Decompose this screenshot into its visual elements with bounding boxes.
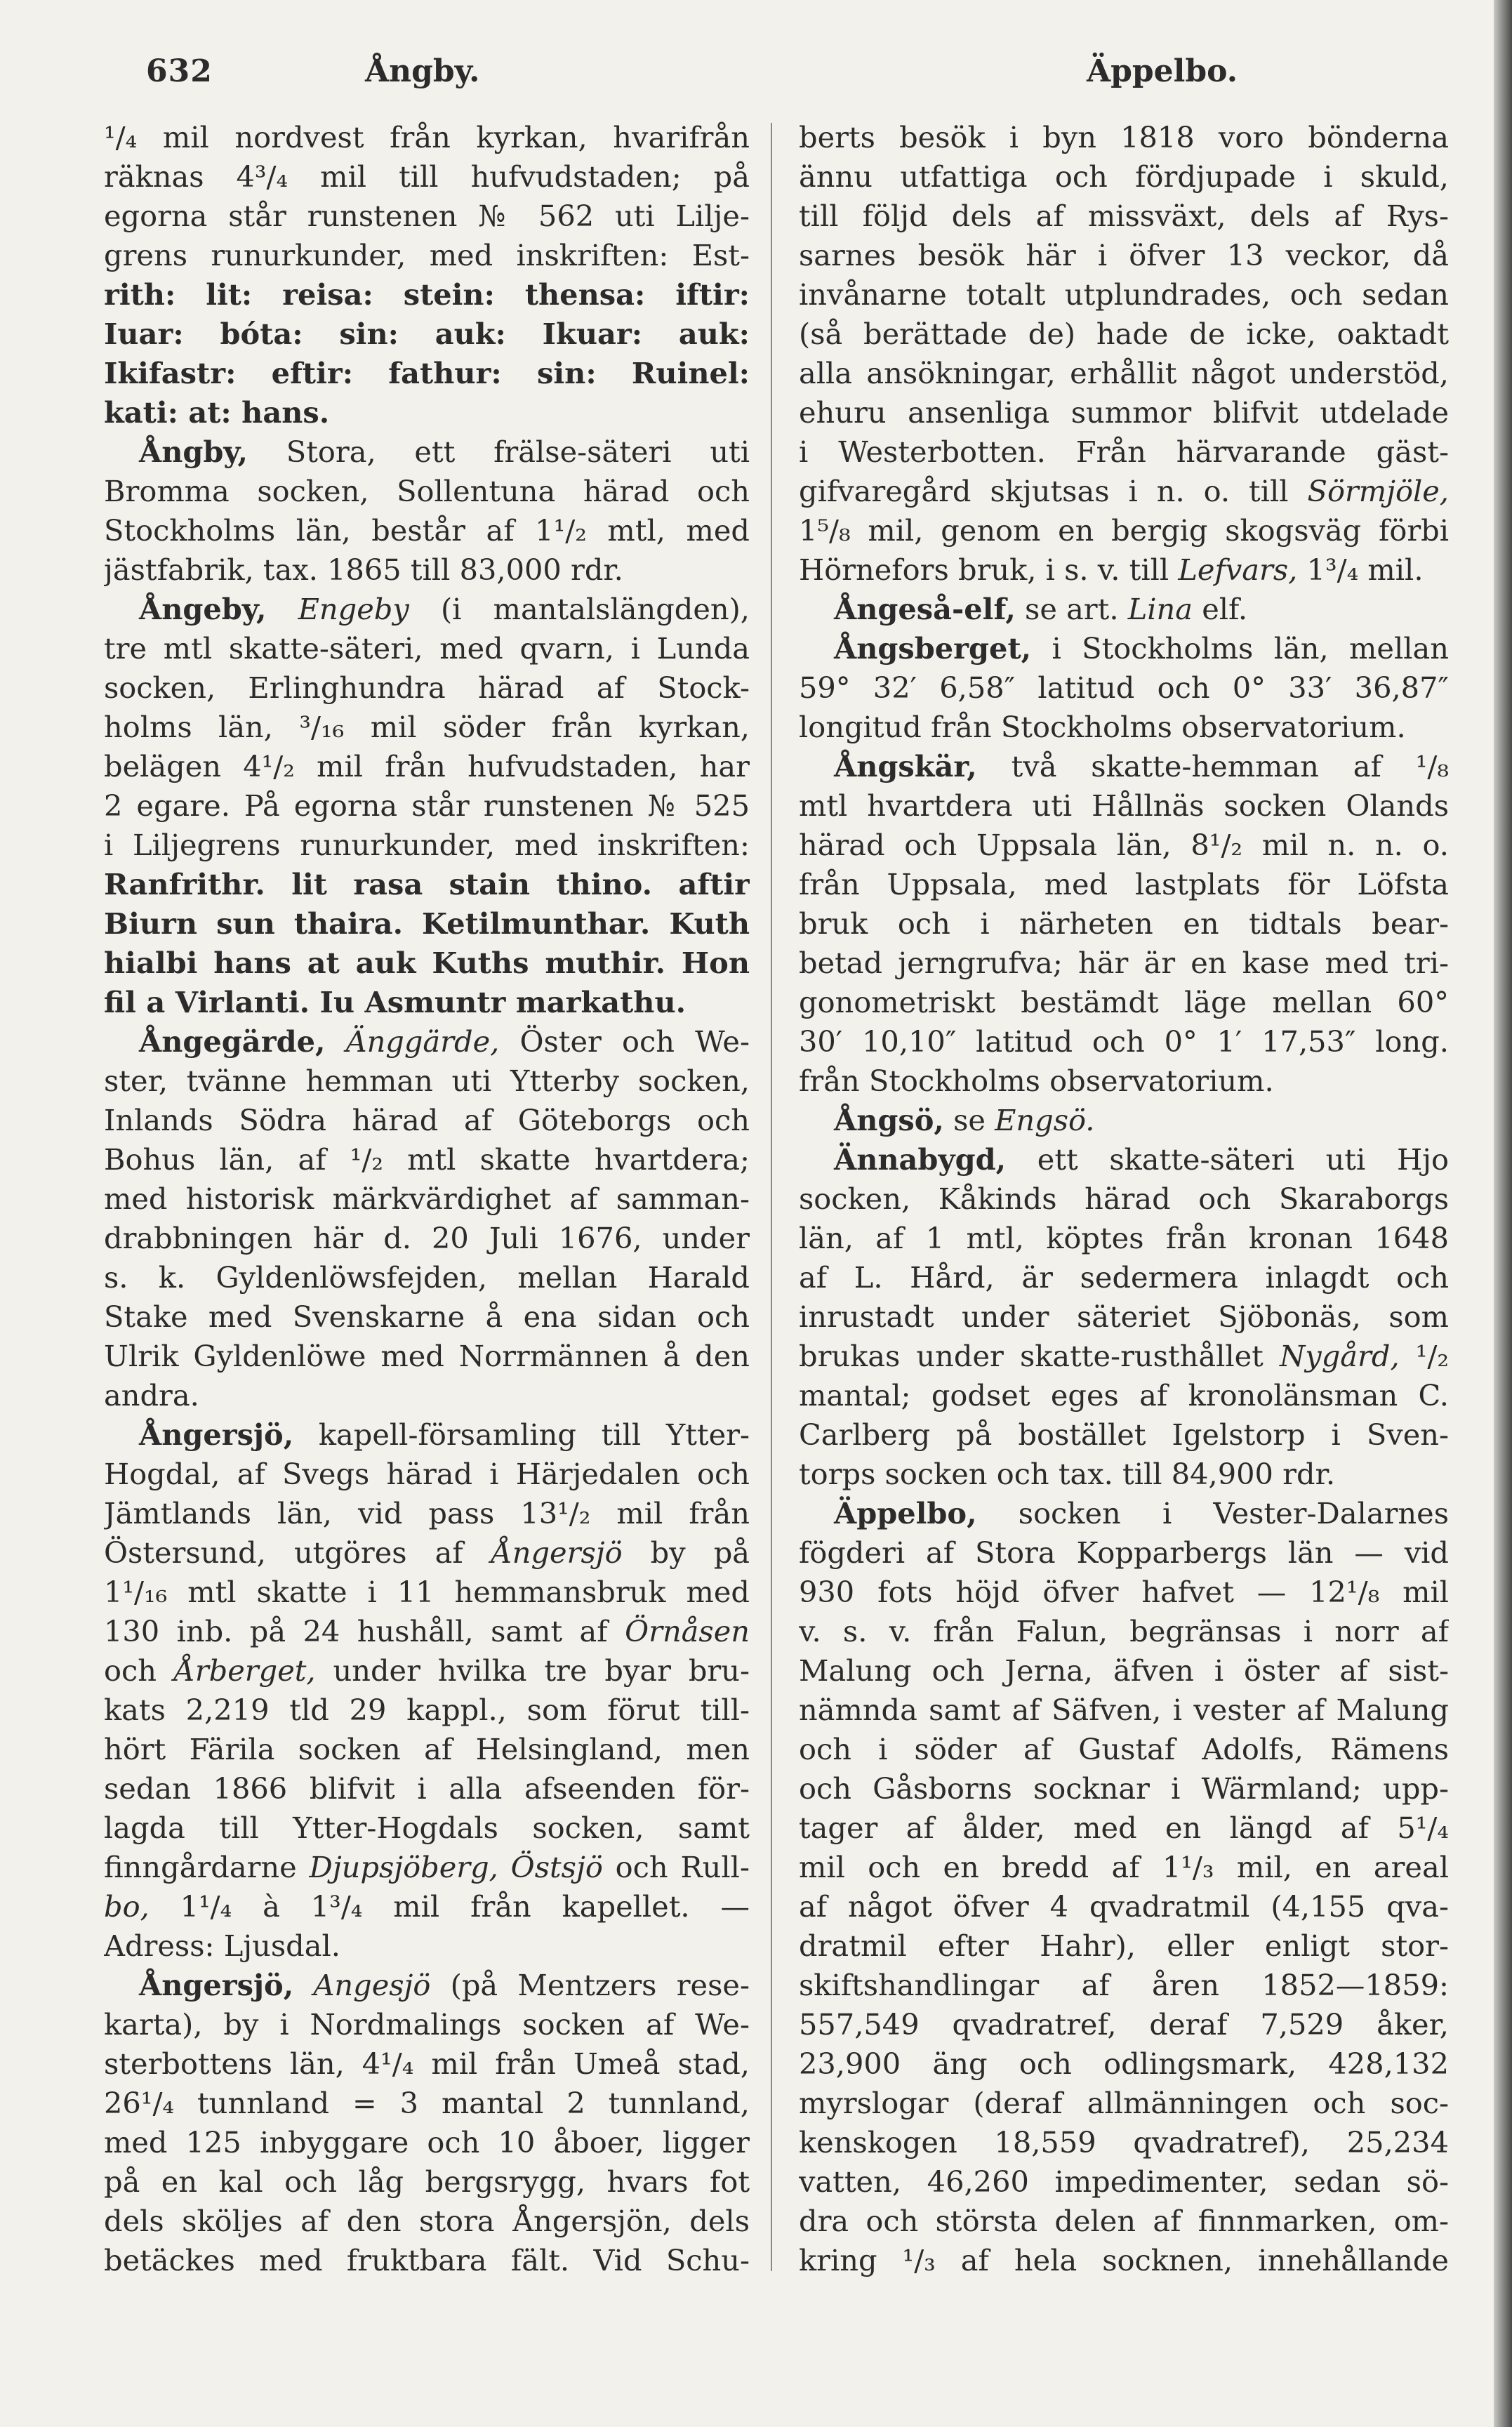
text-line: 59° 32′ 6,58″ latitud och 0° 33′ 36,87″ (799, 670, 1449, 705)
text-line: betad jerngrufva; här är en kase med tri- (799, 946, 1449, 980)
text-line: Jämtlands län, vid pass 13¹/₂ mil från (104, 1496, 750, 1530)
text-line: 2 egare. På egorna står runstenen № 525 (104, 788, 750, 823)
text-line: Ångersjö, kapell-församling till Ytter- (139, 1417, 750, 1452)
text-line: ehuru ansenliga summor blifvit utdelade (799, 395, 1449, 430)
text-line: fil a Virlanti. Iu Asmuntr markathu. (104, 985, 687, 1019)
text-line: Hogdal, af Svegs härad i Härjedalen och (104, 1457, 750, 1491)
text-line: Ranfrithr. lit rasa stain thino. aftir (104, 867, 750, 901)
text-line: gonometriskt bestämdt läge mellan 60° (799, 985, 1449, 1019)
text-line: dra och största delen af finnmarken, om- (799, 2204, 1449, 2238)
text-line: tre mtl skatte-säteri, med qvarn, i Lunda (104, 631, 750, 666)
text-line: Ångeså-elf, se art. Lina elf. (834, 592, 1248, 626)
page-edge-shadow (1494, 0, 1512, 2427)
left-column (104, 118, 750, 2280)
text-line: mtl hvartdera uti Hållnäs socken Olands (799, 788, 1449, 823)
text-line: i Liljegrens runurkunder, med inskriften: (104, 828, 750, 862)
text-line: lagda till Ytter-Hogdals socken, samt (104, 1811, 750, 1845)
text-line: 557,549 qvadratref, deraf 7,529 åker, (799, 2007, 1449, 2042)
text-line: dels sköljes af den stora Ångersjön, dels (104, 2204, 750, 2238)
text-line: Ångeby, Engeby (i mantalslängden), (139, 592, 750, 626)
text-line: grens runurkunder, med inskriften: Est- (104, 238, 750, 272)
text-line: på en kal och låg bergsrygg, hvars fot (104, 2164, 750, 2199)
text-line: Carlberg på bostället Igelstorp i Sven- (799, 1417, 1449, 1452)
text-line: 930 fots höjd öfver hafvet — 12¹/₈ mil (799, 1575, 1449, 1609)
text-line: sedan 1866 blifvit i alla afseenden för- (104, 1771, 750, 1806)
running-head-left: Ångby. (365, 53, 480, 89)
text-line: af något öfver 4 qvadratmil (4,155 qva- (799, 1889, 1449, 1924)
text-line: Bohus län, af ¹/₂ mtl skatte hvartdera; (104, 1142, 750, 1177)
text-line: 23,900 äng och odlingsmark, 428,132 (799, 2046, 1449, 2081)
text-line: (så berättade de) hade de icke, oaktadt (799, 317, 1449, 351)
text-line: kati: at: hans. (104, 395, 330, 430)
text-line: socken, Kåkinds härad och Skaraborgs (799, 1182, 1449, 1216)
text-line: holms län, ³/₁₆ mil söder från kyrkan, (104, 710, 750, 744)
page-number: 632 (146, 53, 213, 89)
text-line: s. k. Gyldenlöwsfejden, mellan Harald (104, 1260, 750, 1295)
text-line: Ännabygd, ett skatte-säteri uti Hjo (834, 1142, 1449, 1177)
text-line: inrustadt under säteriet Sjöbonäs, som (799, 1300, 1449, 1334)
text-line: 1⁵/₈ mil, genom en bergig skogsväg förbi (799, 513, 1449, 548)
text-line: bo, 1¹/₄ à 1³/₄ mil från kapellet. — (104, 1889, 750, 1924)
text-line: torps socken och tax. till 84,900 rdr. (799, 1457, 1336, 1491)
text-line: med historisk märkvärdighet af samman- (104, 1182, 750, 1216)
text-line: kring ¹/₃ af hela socknen, innehållande (799, 2243, 1449, 2277)
text-line: tager af ålder, med en längd af 5¹/₄ (799, 1811, 1449, 1845)
text-line: invånarne totalt utplundrades, och sedan (799, 277, 1449, 312)
text-line: till följd dels af missväxt, dels af Rys- (799, 199, 1449, 233)
text-line: Bromma socken, Sollentuna härad och (104, 474, 750, 508)
text-line: från Uppsala, med lastplats för Löfsta (799, 867, 1449, 901)
text-line: Iuar: bóta: sin: auk: Ikuar: auk: (104, 317, 750, 351)
text-line: Inlands Södra härad af Göteborgs och (104, 1103, 750, 1137)
text-line: dratmil efter Hahr), eller enligt stor- (799, 1929, 1449, 1963)
text-line: kenskogen 18,559 qvadratref), 25,234 (799, 2125, 1449, 2160)
text-line: finngårdarne Djupsjöberg, Östsjö och Rull- (104, 1850, 750, 1884)
text-line: ännu utfattiga och fördjupade i skuld, (799, 159, 1449, 194)
text-line: belägen 4¹/₂ mil från hufvudstaden, har (104, 749, 750, 783)
text-line: Stake med Svenskarne å ena sidan och (104, 1300, 750, 1334)
text-line: andra. (104, 1378, 199, 1413)
text-line: 30′ 10,10″ latitud och 0° 1′ 17,53″ long. (799, 1024, 1449, 1059)
text-line: Malung och Jerna, äfven i öster af sist- (799, 1653, 1449, 1688)
text-line: drabbningen här d. 20 Juli 1676, under (104, 1221, 750, 1255)
text-line: jästfabrik, tax. 1865 till 83,000 rdr. (104, 553, 623, 587)
text-line: Stockholms län, består af 1¹/₂ mtl, med (104, 513, 750, 548)
text-line: betäckes med fruktbara fält. Vid Schu- (104, 2243, 750, 2277)
text-line: bruk och i närheten en tidtals bear- (799, 906, 1449, 941)
text-line: af L. Hård, är sedermera inlagdt och (799, 1260, 1449, 1295)
text-line: Hörnefors bruk, i s. v. till Lefvars, 1³/₄ mil. (799, 553, 1424, 587)
text-line: brukas under skatte-rusthållet Nygård, ¹/₂ (799, 1339, 1449, 1373)
text-line: Ångsberget, i Stockholms län, mellan (834, 631, 1449, 666)
text-line: härad och Uppsala län, 8¹/₂ mil n. n. o. (799, 828, 1449, 862)
text-line: vatten, 46,260 impedimenter, sedan sö- (799, 2164, 1449, 2199)
text-line: län, af 1 mtl, köptes från kronan 1648 (799, 1221, 1449, 1255)
text-line: Ångby, Stora, ett frälse-säteri uti (139, 435, 750, 469)
text-line: gifvaregård skjutsas i n. o. till Sörmjöle, (799, 474, 1449, 508)
text-line: fögderi af Stora Kopparbergs län — vid (799, 1535, 1449, 1570)
column-divider (771, 123, 772, 2271)
text-line: sarnes besök här i öfver 13 veckor, då (799, 238, 1449, 272)
text-line: i Westerbotten. Från härvarande gäst- (799, 435, 1449, 469)
text-line: karta), by i Nordmalings socken af We- (104, 2007, 750, 2042)
text-line: egorna står runstenen № 562 uti Lilje- (104, 199, 750, 233)
text-line: longitud från Stockholms observatorium. (799, 710, 1406, 744)
text-line: 1¹/₁₆ mtl skatte i 11 hemmansbruk med (104, 1575, 750, 1609)
text-line: mil och en bredd af 1¹/₃ mil, en areal (799, 1850, 1449, 1884)
text-line: räknas 4³/₄ mil till hufvudstaden; på (104, 159, 750, 194)
text-line: 130 inb. på 24 hushåll, samt af Örnåsen (104, 1614, 750, 1648)
text-line: v. s. v. från Falun, begränsas i norr af (799, 1614, 1449, 1648)
text-line: nämnda samt af Säfven, i vester af Malung (799, 1693, 1449, 1727)
text-line: hört Färila socken af Helsingland, men (104, 1732, 750, 1766)
text-line: mantal; godset eges af kronolänsman C. (799, 1378, 1449, 1413)
text-line: myrslogar (deraf allmänningen och soc- (799, 2086, 1449, 2120)
text-line: Äppelbo, socken i Vester-Dalarnes (834, 1496, 1449, 1530)
text-line: hialbi hans at auk Kuths muthir. Hon (104, 946, 750, 980)
text-line: med 125 inbyggare och 10 åboer, ligger (104, 2125, 750, 2160)
text-line: kats 2,219 tld 29 kappl., som förut till- (104, 1693, 750, 1727)
text-line: och i söder af Gustaf Adolfs, Rämens (799, 1732, 1449, 1766)
text-line: rith: lit: reisa: stein: thensa: iftir: (104, 277, 750, 312)
text-line: socken, Erlinghundra härad af Stock- (104, 670, 750, 705)
text-line: Östersund, utgöres af Ångersjö by på (104, 1535, 750, 1570)
text-line: Ångskär, två skatte-hemman af ¹/₈ (834, 749, 1449, 783)
text-line: Ikifastr: eftir: fathur: sin: Ruinel: (104, 356, 750, 390)
page-header (0, 49, 1512, 91)
text-line: Biurn sun thaira. Ketilmunthar. Kuth (104, 906, 750, 941)
text-line: från Stockholms observatorium. (799, 1064, 1274, 1098)
text-line: Adress: Ljusdal. (104, 1929, 340, 1963)
text-line: Ulrik Gyldenlöwe med Norrmännen å den (104, 1339, 750, 1373)
text-line: och Gåsborns socknar i Wärmland; upp- (799, 1771, 1449, 1806)
text-line: skiftshandlingar af åren 1852—1859: (799, 1968, 1449, 2002)
text-line: berts besök i byn 1818 voro bönderna (799, 120, 1449, 154)
text-line: ster, tvänne hemman uti Ytterby socken, (104, 1064, 750, 1098)
text-line: Ångsö, se Engsö. (834, 1103, 1095, 1137)
text-line: och Årberget, under hvilka tre byar bru- (104, 1653, 750, 1688)
text-line: 26¹/₄ tunnland = 3 mantal 2 tunnland, (104, 2086, 750, 2120)
text-line: alla ansökningar, erhållit något understöd, (799, 356, 1449, 390)
text-line: ¹/₄ mil nordvest från kyrkan, hvarifrån (104, 120, 750, 154)
running-head-right: Äppelbo. (1087, 53, 1238, 89)
text-line: Ångegärde, Änggärde, Öster och We- (139, 1024, 750, 1059)
text-line: sterbottens län, 4¹/₄ mil från Umeå stad, (104, 2046, 750, 2081)
text-line: Ångersjö, Angesjö (på Mentzers rese- (139, 1968, 750, 2002)
right-column (799, 118, 1449, 2280)
